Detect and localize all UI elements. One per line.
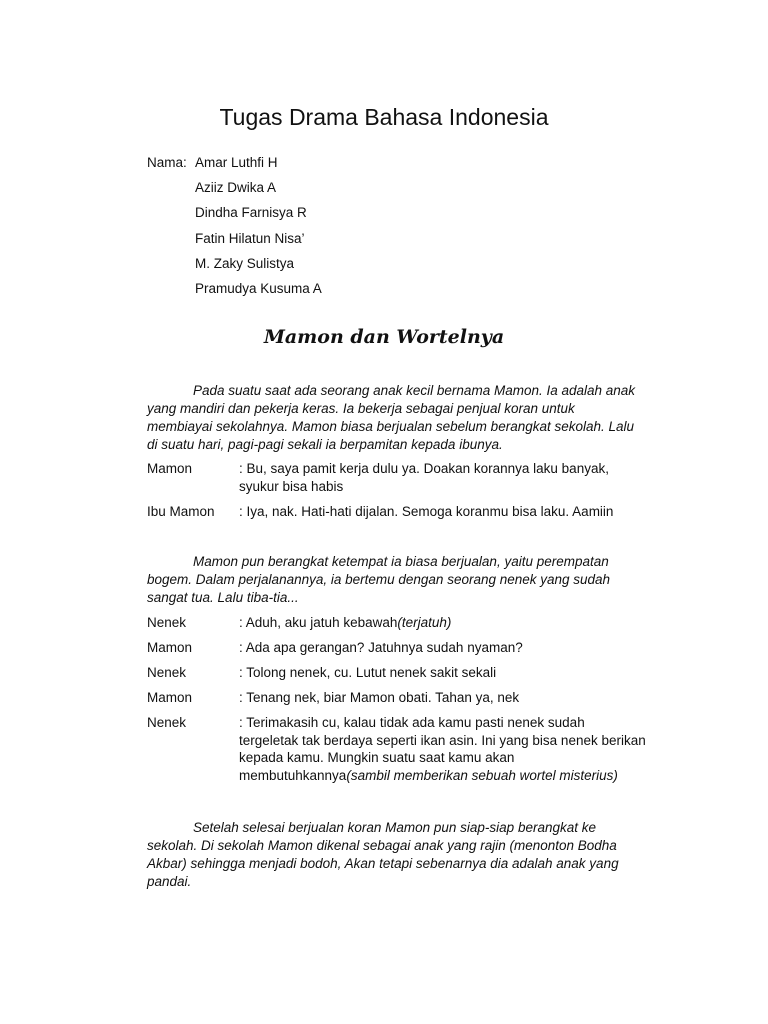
member-row: [147, 226, 322, 251]
member-row: [147, 150, 322, 175]
member-list: [147, 150, 322, 301]
dialog-line: [147, 503, 647, 521]
member-name: M. Zaky Sulistya: [195, 255, 295, 271]
speaker-name: Mamon: [147, 690, 193, 705]
speaker-name: Nenek: [147, 715, 187, 730]
member-name: Amar Luthfi H: [195, 155, 278, 171]
speaker-name: Mamon: [147, 640, 193, 655]
story-title: Mamon dan Wortelnya: [263, 326, 505, 348]
member-row: [147, 200, 322, 225]
speaker-name: Nenek: [147, 615, 187, 630]
speaker-name: Ibu Mamon: [147, 503, 215, 519]
dialog-line: [147, 460, 647, 495]
nama-label: Nama:: [147, 155, 187, 171]
dialog-line: [147, 639, 647, 657]
dialog-text: : Aduh, aku jatuh kebawah: [239, 615, 398, 630]
dialog-text: : Tolong nenek, cu. Lutut nenek sakit sekali: [239, 665, 497, 680]
dialog-text: : Bu, saya pamit kerja dulu ya. Doakan korannya laku banyak, syukur bisa habis: [239, 461, 609, 494]
dialog-text: : Iya, nak. Hati-hati dijalan. Semoga koranmu bisa laku. Aamiin: [239, 503, 614, 519]
member-name: Pramudya Kusuma A: [195, 281, 322, 297]
dialog-text: : Ada apa gerangan? Jatuhnya sudah nyaman?: [239, 640, 523, 655]
dialog-line: [147, 664, 647, 682]
dialog-text: : Tenang nek, biar Mamon obati. Tahan ya, nek: [239, 690, 520, 705]
dialog-line: [147, 714, 647, 784]
narration-paragraph-3: Setelah selesai berjualan koran Mamon pun siap-siap berangkat ke sekolah. Di sekolah Mamon dikenal sebagai anak yang rajin (menonton Bodha Akbar) sehingga menjadi bodoh, Akan tetapi sebenarnya dia adalah anak yang pandai.: [147, 820, 619, 889]
member-name: Fatin Hilatun Nisa’: [195, 230, 305, 246]
member-name: Dindha Farnisya R: [195, 205, 307, 221]
document-title: Tugas Drama Bahasa Indonesia: [219, 104, 549, 130]
speaker-name: Mamon: [147, 461, 193, 476]
member-row: [147, 276, 322, 301]
member-name: Aziiz Dwika A: [195, 180, 277, 196]
dialog-line: [147, 614, 647, 632]
stage-direction: (terjatuh): [397, 615, 452, 630]
dialog-block-2: [147, 614, 647, 792]
narration-paragraph-1: Pada suatu saat ada seorang anak kecil bernama Mamon. Ia adalah anak yang mandiri dan pekerja keras. Ia bekerja sebagai penjual koran untuk membiayai sekolahnya. Mamon biasa berjualan sebelum berangkat sekolah. Lalu di suatu hari, pagi-pagi sekali ia berpamitan kepada ibunya.: [147, 383, 636, 452]
stage-direction: (sambil memberikan sebuah wortel misterius): [346, 767, 618, 783]
member-row: [147, 251, 322, 276]
speaker-name: Nenek: [147, 665, 187, 680]
dialog-block-1: [147, 460, 647, 528]
narration-paragraph-2: Mamon pun berangkat ketempat ia biasa berjualan, yaitu perempatan bogem. Dalam perjalanannya, ia bertemu dengan seorang nenek yang sudah sangat tua. Lalu tiba-tia...: [147, 554, 611, 605]
dialog-line: [147, 689, 647, 707]
member-row: [147, 175, 322, 200]
dialog-text: : Terimakasih cu, kalau tidak ada kamu pasti nenek sudah tergeletak tak berdaya seperti ikan asin. Ini yang bisa nenek berikan kepada kamu. Mungkin suatu saat kamu akan membutuhkannya: [239, 715, 646, 783]
